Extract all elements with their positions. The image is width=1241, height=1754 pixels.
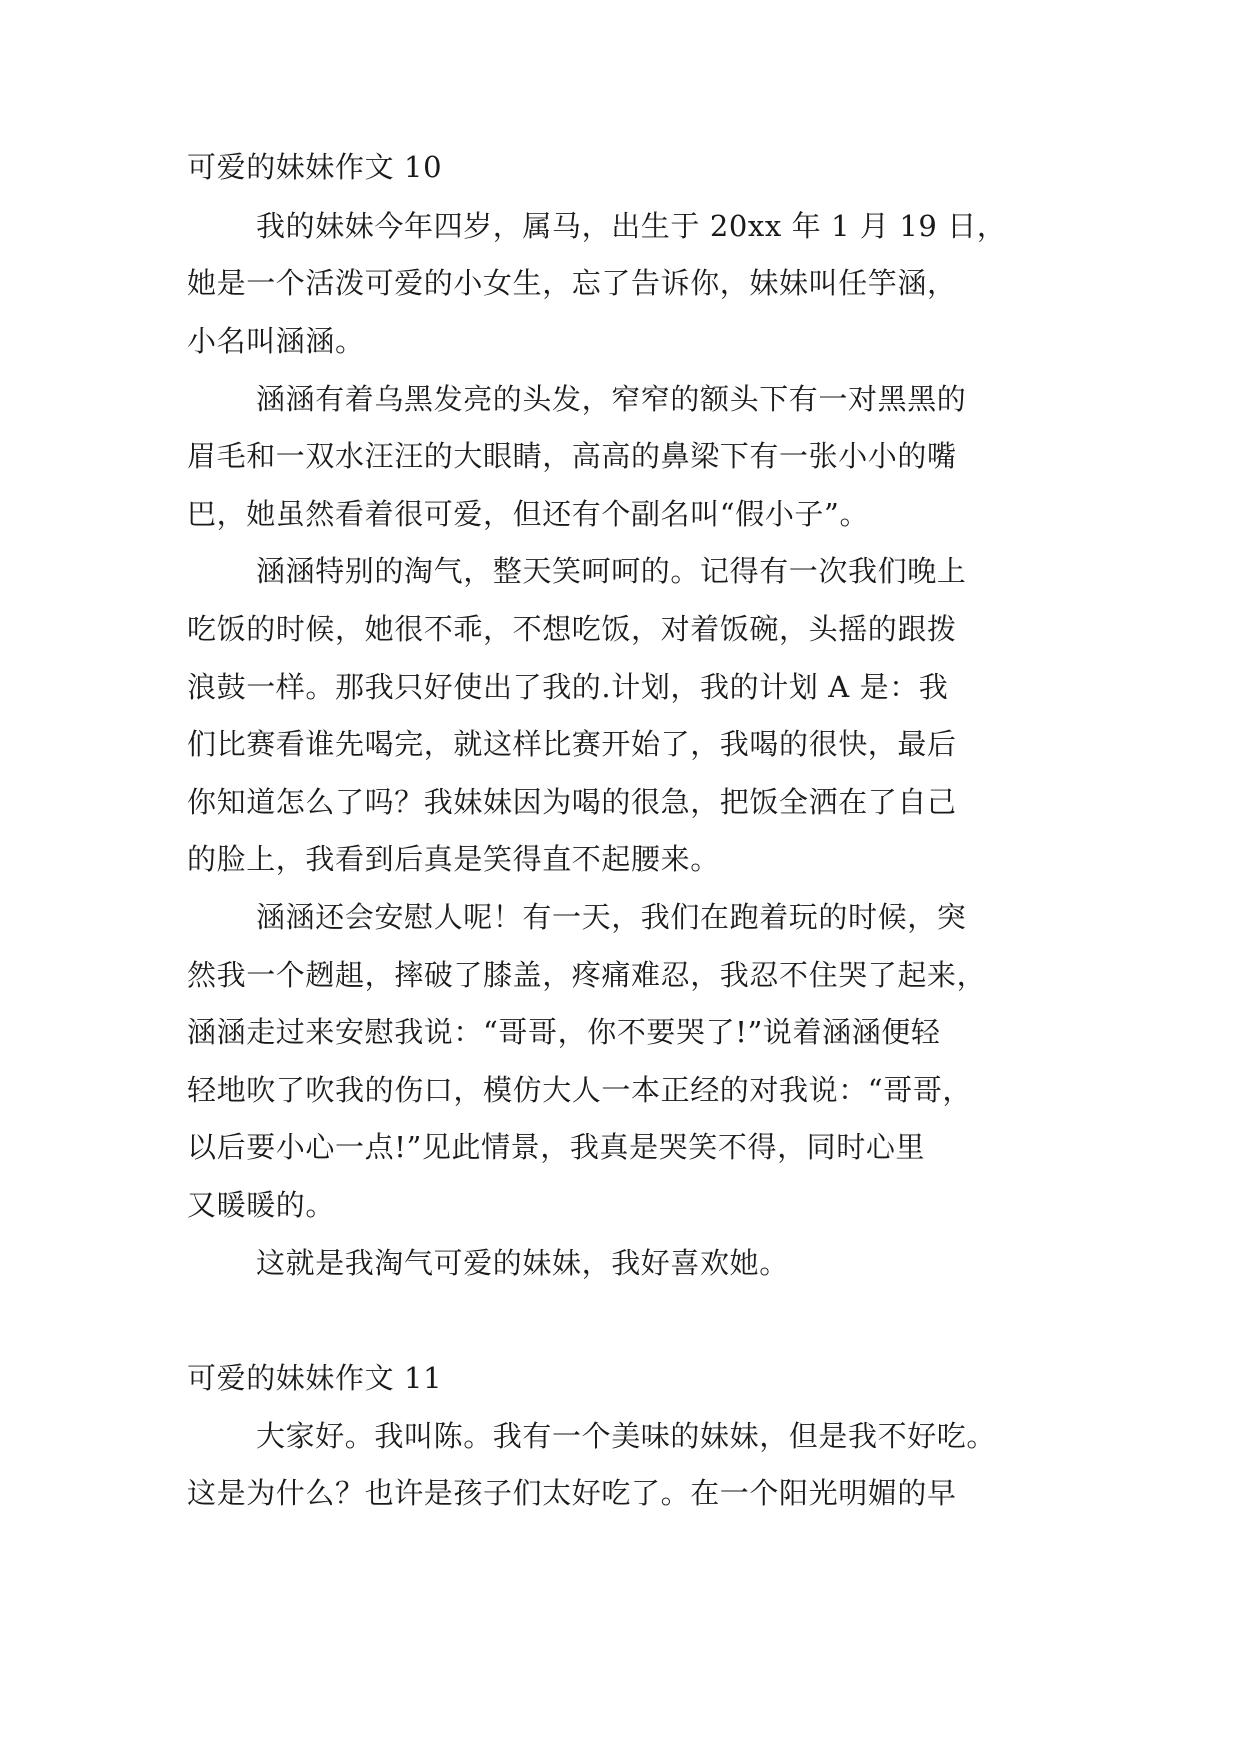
paragraph-line: 涵涵特别的淘气，整天笑呵呵的。记得有一次我们晚上 xyxy=(256,554,967,588)
paragraph-line: 又暖暖的。 xyxy=(187,1188,336,1222)
paragraph-line: 涵涵有着乌黑发亮的头发，窄窄的额头下有一对黑黑的 xyxy=(256,382,967,416)
paragraph-line: 轻地吹了吹我的伤口，模仿大人一本正经的对我说：“哥哥， xyxy=(187,1073,973,1107)
paragraph-line: 她是一个活泼可爱的小女生，忘了告诉你，妹妹叫任竽涵， xyxy=(187,266,957,300)
paragraph-line: 这就是我淘气可爱的妹妹，我好喜欢她。 xyxy=(256,1246,789,1280)
essay-title: 可爱的妹妹作文 11 xyxy=(187,1361,443,1395)
essay-title: 可爱的妹妹作文 10 xyxy=(187,150,443,184)
paragraph-line: 你知道怎么了吗？我妹妹因为喝的很急，把饭全洒在了自己 xyxy=(187,785,957,819)
paragraph-line: 吃饭的时候，她很不乖，不想吃饭，对着饭碗，头摇的跟拨 xyxy=(187,612,957,646)
paragraph-line: 然我一个趔趄，摔破了膝盖，疼痛难忍，我忍不住哭了起来， xyxy=(187,958,987,992)
paragraph-line: 巴，她虽然看着很可爱，但还有个副名叫“假小子”。 xyxy=(187,497,870,531)
paragraph-line: 大家好。我叫陈。我有一个美味的妹妹，但是我不好吃。 xyxy=(256,1419,997,1453)
paragraph-line: 眉毛和一双水汪汪的大眼睛，高高的鼻梁下有一张小小的嘴 xyxy=(187,439,957,473)
paragraph-line: 们比赛看谁先喝完，就这样比赛开始了，我喝的很快，最后 xyxy=(187,727,957,761)
paragraph-line: 的脸上，我看到后真是笑得直不起腰来。 xyxy=(187,842,720,876)
paragraph-line: 我的妹妹今年四岁，属马，出生于 20xx 年 1 月 19 日， xyxy=(256,209,1007,243)
paragraph-line: 以后要小心一点!”见此情景，我真是哭笑不得，同时心里 xyxy=(187,1130,926,1164)
paragraph-line: 涵涵还会安慰人呢！有一天，我们在跑着玩的时候，突 xyxy=(256,900,967,934)
paragraph-line: 这是为什么？也许是孩子们太好吃了。在一个阳光明媚的早 xyxy=(187,1476,957,1510)
paragraph-line: 浪鼓一样。那我只好使出了我的.计划，我的计划 A 是：我 xyxy=(187,670,949,704)
paragraph-line: 小名叫涵涵。 xyxy=(187,324,365,358)
paragraph-line: 涵涵走过来安慰我说：“哥哥，你不要哭了!”说着涵涵便轻 xyxy=(187,1015,941,1049)
